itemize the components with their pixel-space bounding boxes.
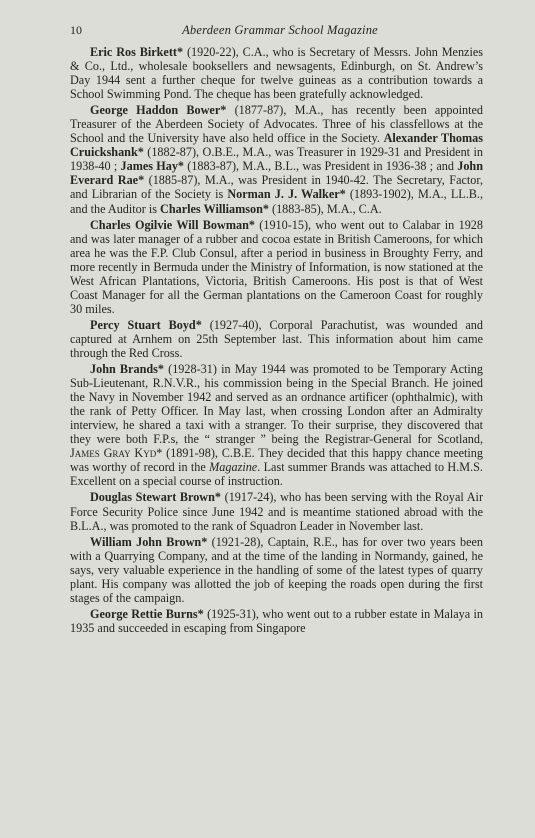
person-name-small-caps: James Gray Kyd* (70, 446, 163, 461)
person-name: Charles Ogilvie Will Bowman* (90, 217, 255, 232)
page-header (70, 23, 490, 43)
person-name: Norman J. J. Walker* (227, 187, 346, 202)
paragraph-text: (1928-31) in May 1944 was promoted to be Temporary Acting Sub-Lieutenant, R.N.V.R., his commission being in the Special Branch. He joined the Navy in November 1942 and served as an ordnance artificer (ophthalmic), with the rank of Petty Officer. In May last, when crossing London after an Admiralty interview, he shared a taxi with a stranger. To their surprise, they discovered that they were both F.P.s, the “ stranger ” being the Registrar-General for Scotland, (70, 362, 483, 447)
person-name: Alexander Thomas Cruickshank* (70, 131, 483, 160)
person-name: John Everard Rae* (70, 159, 483, 188)
paragraph-text: (1893-1902), M.A., LL.B., and the Auditor is (70, 187, 483, 216)
person-name: Douglas Stewart Brown* (90, 490, 221, 505)
paragraph-bowman (70, 218, 483, 316)
paragraph-burns (70, 607, 483, 635)
person-name: Eric Ros Birkett* (90, 45, 184, 59)
paragraph-text: (1883-87), M.A., B.L., was President in 1936-38 ; and (184, 159, 458, 174)
paragraph-text: (1891-98), C.B.E. They decided that this happy chance meeting was worthy of record in the (70, 446, 483, 475)
paragraph-william-brown (70, 535, 483, 605)
article-body (70, 45, 483, 637)
person-name: John Brands* (90, 362, 164, 377)
paragraph-brands (70, 362, 483, 488)
paragraph-text: (1927-40), Corporal Parachutist, was wounded and captured at Arnhem on 25th September last. This information about him came through the Red Cross. (70, 317, 483, 360)
paragraph-text: (1921-28), Captain, R.E., has for over two years been with a Quarrying Company, and at the time of the landing in Normandy, gained, he says, very valuable experience in the handling of some of the latest types of quarry plant. His company was allotted the job of keeping the roads open during the first stages of the campaign. (70, 534, 483, 605)
paragraph-boyd (70, 318, 483, 360)
magazine-title-italic: Magazine (209, 460, 258, 475)
person-name: William John Brown* (90, 534, 208, 549)
paragraph-bower (70, 103, 483, 215)
person-name: James Hay* (120, 159, 185, 174)
page-number: 10 (70, 23, 82, 37)
paragraph-birkett (70, 45, 483, 101)
person-name: George Haddon Bower* (90, 103, 227, 118)
paragraph-text: (1885-87), M.A., was President in 1940-42. The Secretary, Factor, and Librarian of the Society is (70, 173, 483, 202)
person-name: George Rettie Burns* (90, 606, 204, 621)
paragraph-text: (1925-31), who went out to a rubber estate in Malaya in 1935 and succeeded in escaping from Singapore (70, 606, 484, 635)
paragraph-text: (1910-15), who went out to Calabar in 1928 and was later manager of a rubber and cocoa estate in British Cameroons, for which area he was the F.P. Club Consul, after a period in business in Broughty Ferry, and more recently in Bermuda under the Ministry of Information, is now stationed at the West African Plantations, Victoria, British Cameroons. His post is that of West Coast Manager for all the German plantations on the Cameroon Coast for roughly 30 miles. (70, 217, 483, 316)
paragraph-text: . Last summer Brands was attached to H.M.S. Excellent on a special course of instruction. (70, 460, 483, 489)
paragraph-text: (1917-24), who has been serving with the Royal Air Force Security Police since June 1942 and is meantime stationed abroad with the B.L.A., was promoted to the rank of Squadron Leader in November last. (70, 490, 484, 533)
paragraph-text: (1883-85), M.A., C.A. (268, 201, 382, 216)
person-name: Charles Williamson* (160, 201, 269, 216)
paragraph-text: (1877-87), M.A., has recently been appointed Treasurer of the Aberdeen Society of Advocates. Three of his classfellows at the School and the University have also held office in the Society. (70, 103, 483, 146)
paragraph-text: (1882-87), O.B.E., M.A., was Treasurer in 1929-31 and President in 1938-40 ; (70, 145, 483, 174)
person-name: Percy Stuart Boyd* (90, 317, 202, 332)
paragraph-douglas-brown (70, 490, 483, 532)
running-title: Aberdeen Grammar School Magazine (182, 23, 378, 37)
paragraph-text: (1920-22), C.A., who is Secretary of Messrs. John Menzies & Co., Ltd., wholesale booksellers and newsagents, Edinburgh, on St. Andrew’s Day 1944 sent a further cheque for twelve guineas as a contribution towards a School Swimming Pond. The cheque has been gratefully acknowledged. (70, 45, 484, 102)
